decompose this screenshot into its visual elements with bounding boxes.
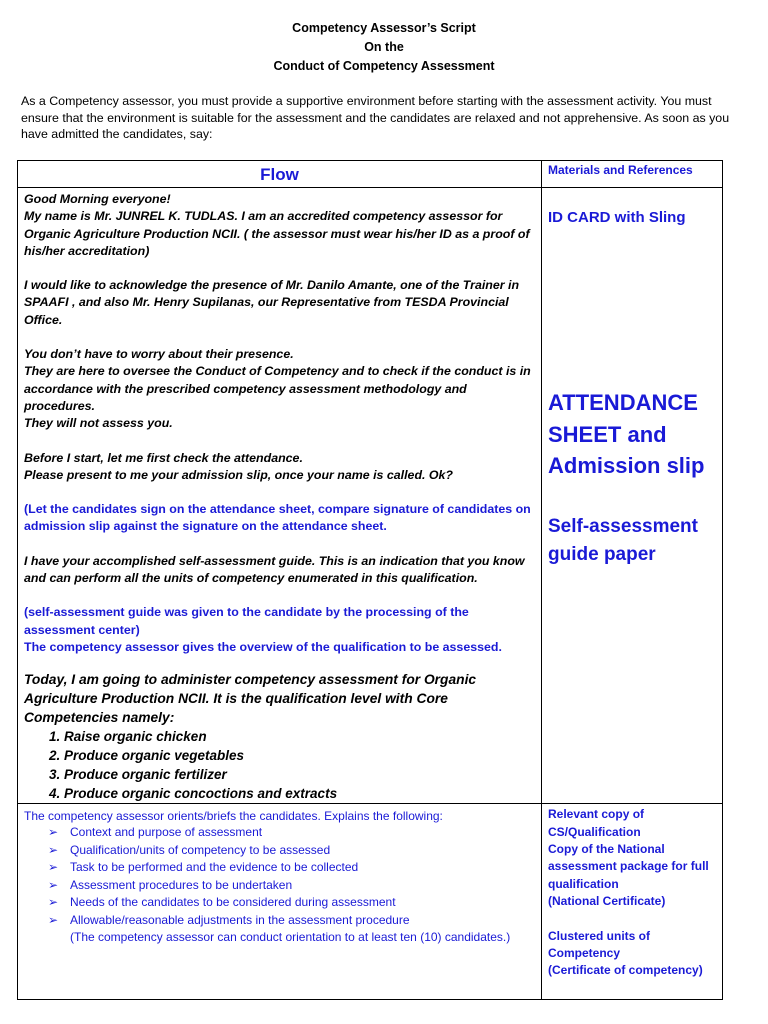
sign-note: (Let the candidates sign on the attendance sheet, compare signature of candidates on admission slip against the signature on the attendance sheet. (24, 502, 531, 534)
material-guide: Self-assessment guide paper (548, 516, 698, 565)
assessor-intro-text: My name is Mr. JUNREL K. TUDLAS. I am an accredited competency assessor for Organic Agriculture Production NCII. ( the assessor must wear his/her ID as a proof of his/her accreditation) (24, 209, 530, 258)
material-id-card: ID CARD with Sling (548, 209, 686, 226)
arrow-bullet-icon: ➢ (48, 912, 59, 927)
list-item: ➢ Assessment procedures to be undertaken (48, 877, 541, 895)
flow-cell-1 (18, 188, 542, 804)
overview-note: The competency assessor gives the overview of the qualification to be assessed. (24, 639, 502, 654)
doc-title-line2: On the (364, 40, 404, 54)
greeting-text: Good Morning everyone! (24, 192, 171, 206)
list-item: 1. Raise organic chicken (64, 727, 535, 746)
flow-header: Flow (260, 165, 299, 184)
arrow-bullet-icon: ➢ (48, 860, 59, 875)
arrow-bullet-icon: ➢ (48, 842, 59, 857)
worry-text-1: You don’t have to worry about their presence. (24, 347, 294, 362)
attendance-text-1: Before I start, let me first check the attendance. (24, 450, 303, 465)
script-table (17, 160, 723, 1000)
worry-text-3: They will not assess you. (24, 416, 173, 431)
list-item: 2. Produce organic vegetables (64, 746, 535, 765)
list-item: ➢ Allowable/reasonable adjustments in the assessment procedure (48, 912, 541, 930)
materials-header-cell (542, 161, 723, 188)
orientation-list (18, 824, 541, 929)
arrow-bullet-icon: ➢ (48, 877, 59, 892)
list-item: ➢ Needs of the candidates to be considered during assessment (48, 894, 541, 912)
doc-title-line3: Conduct of Competency Assessment (273, 59, 495, 73)
arrow-bullet-icon: ➢ (48, 895, 59, 910)
list-item: ➢ Qualification/units of competency to be assessed (48, 842, 541, 860)
self-assessment-text: I have your accomplished self-assessment guide. This is an indication that you know and can perform all the units of competency enumerated in this qualification. (24, 553, 525, 586)
today-text: Today, I am going to administer competency assessment for Organic Agriculture Production NCII. It is the qualification level with Core Competencies namely: (24, 672, 477, 726)
acknowledge-text: I would like to acknowledge the presence of Mr. Danilo Amante, one of the Trainer in SPAAFI , and also Mr. Henry Supilanas, our Representative from TESDA Provincial Office. (24, 278, 520, 327)
orient-heading: The competency assessor orients/briefs the candidates. Explains the following: (24, 809, 443, 824)
materials-cell-1 (542, 188, 723, 804)
intro-paragraph: As a Competency assessor, you must provide a supportive environment before starting with the assessment activity. You must ensure that the environment is suitable for the assessment and the candidates are relaxed and not apprehensive. As soon as you have admitted the candidates, say: (21, 94, 730, 141)
list-item: ➢ Task to be performed and the evidence to be collected (48, 859, 541, 877)
arrow-bullet-icon: ➢ (48, 825, 59, 840)
list-item: 4. Produce organic concoctions and extracts (64, 784, 535, 803)
list-item: ➢ Context and purpose of assessment (48, 824, 541, 842)
list-item: 3. Produce organic fertilizer (64, 765, 535, 784)
material-documents: Relevant copy of CS/Qualification Copy of the National assessment package for full qualification (National Certificate) Clustered units of Competency (Certificate of competency) (548, 807, 709, 978)
materials-header: Materials and References (548, 163, 693, 177)
materials-cell-2 (542, 804, 723, 1000)
attendance-text-2: Please present to me your admission slip, once your name is called. Ok? (24, 467, 454, 482)
doc-title-line1: Competency Assessor’s Script (292, 21, 476, 35)
material-attendance: ATTENDANCE SHEET and Admission slip (548, 390, 705, 478)
flow-cell-2 (18, 804, 542, 1000)
orientation-note: (The competency assessor can conduct orientation to at least ten (10) candidates.) (70, 930, 511, 945)
worry-text-2: They are here to oversee the Conduct of Competency and to check if the conduct is in accordance with the prescribed competency assessment methodology and procedures. (24, 364, 531, 413)
competency-list (24, 727, 535, 803)
guide-note: (self-assessment guide was given to the candidate by the processing of the assessment center) (24, 605, 469, 637)
flow-header-cell (18, 161, 542, 188)
